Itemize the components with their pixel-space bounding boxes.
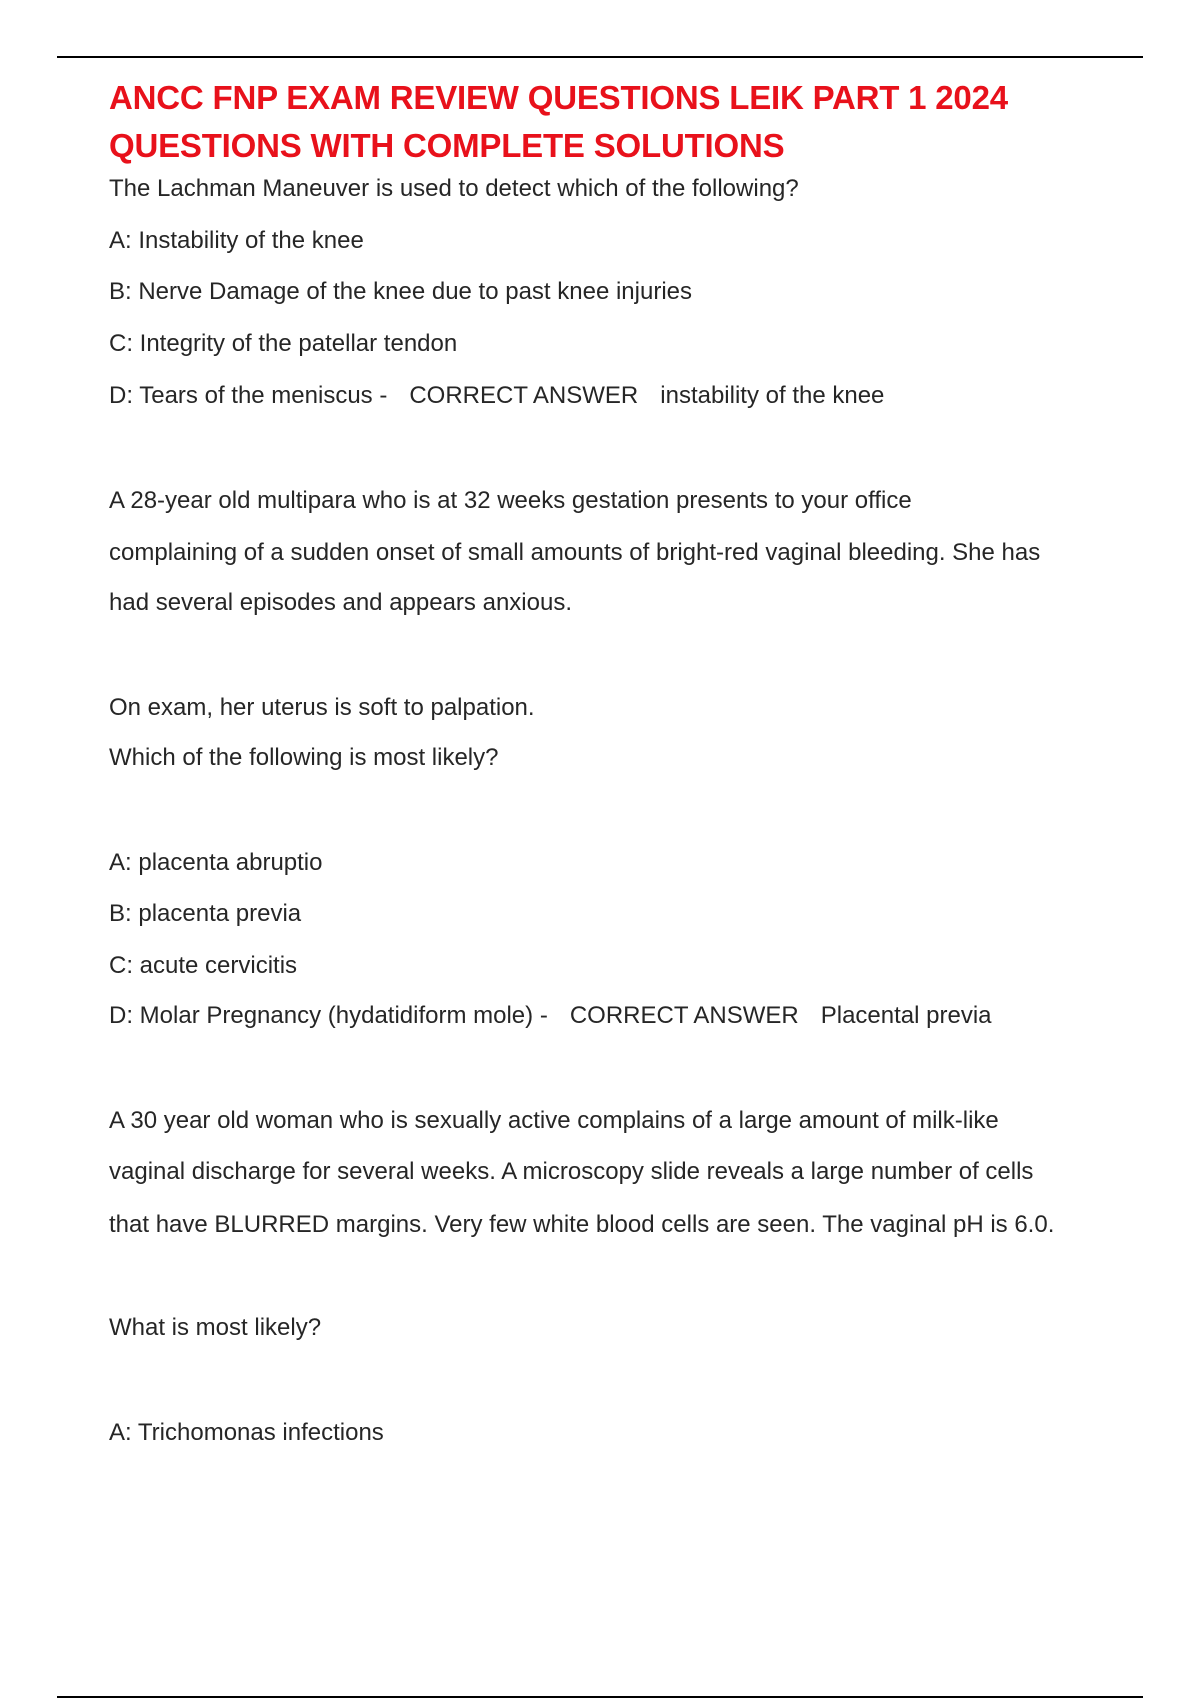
q1-option-d: D: Tears of the meniscus - [109, 382, 388, 409]
q2-stem-line-4: On exam, her uterus is soft to palpation. [109, 694, 535, 721]
q2-stem-line-2: complaining of a sudden onset of small amounts of bright-red vaginal bleeding. She has [109, 539, 1041, 566]
q1-option-c: C: Integrity of the patellar tendon [109, 330, 458, 357]
q1-option-b: B: Nerve Damage of the knee due to past knee injuries [109, 278, 693, 305]
q1-correct-answer: instability of the knee [660, 382, 885, 409]
q2-option-d: D: Molar Pregnancy (hydatidiform mole) - [109, 1002, 548, 1029]
q3-stem-line-2: vaginal discharge for several weeks. A microscopy slide reveals a large number of cells [109, 1158, 1034, 1185]
q2-option-d-with-answer [109, 1001, 992, 1031]
q2-option-a: A: placenta abruptio [109, 849, 323, 876]
q3-stem-line-3: that have BLURRED margins. Very few white blood cells are seen. The vaginal pH is 6.0. [109, 1211, 1055, 1238]
q2-option-c: C: acute cervicitis [109, 952, 298, 979]
q1-option-a: A: Instability of the knee [109, 227, 364, 254]
q1-correct-answer-label: CORRECT ANSWER [409, 382, 639, 409]
q3-stem-line-4: What is most likely? [109, 1314, 322, 1341]
q1-option-d-with-answer [109, 381, 884, 411]
q2-stem-line-1: A 28-year old multipara who is at 32 weeks gestation presents to your office [109, 487, 912, 514]
top-rule [57, 56, 1143, 58]
title-line-2: QUESTIONS WITH COMPLETE SOLUTIONS [109, 127, 785, 164]
q2-stem-line-3: had several episodes and appears anxious. [109, 589, 572, 616]
q2-correct-answer-label: CORRECT ANSWER [569, 1002, 799, 1029]
document-title [109, 74, 1109, 170]
q3-stem-line-1: A 30 year old woman who is sexually active complains of a large amount of milk-like [109, 1107, 999, 1134]
q3-option-a: A: Trichomonas infections [109, 1419, 384, 1446]
q2-stem-line-5: Which of the following is most likely? [109, 744, 499, 771]
q1-stem: The Lachman Maneuver is used to detect which of the following? [109, 175, 799, 202]
q2-correct-answer: Placental previa [820, 1002, 992, 1029]
q2-option-b: B: placenta previa [109, 900, 302, 927]
bottom-rule [57, 1696, 1143, 1698]
title-line-1: ANCC FNP EXAM REVIEW QUESTIONS LEIK PART 1 2024 [109, 79, 1008, 116]
